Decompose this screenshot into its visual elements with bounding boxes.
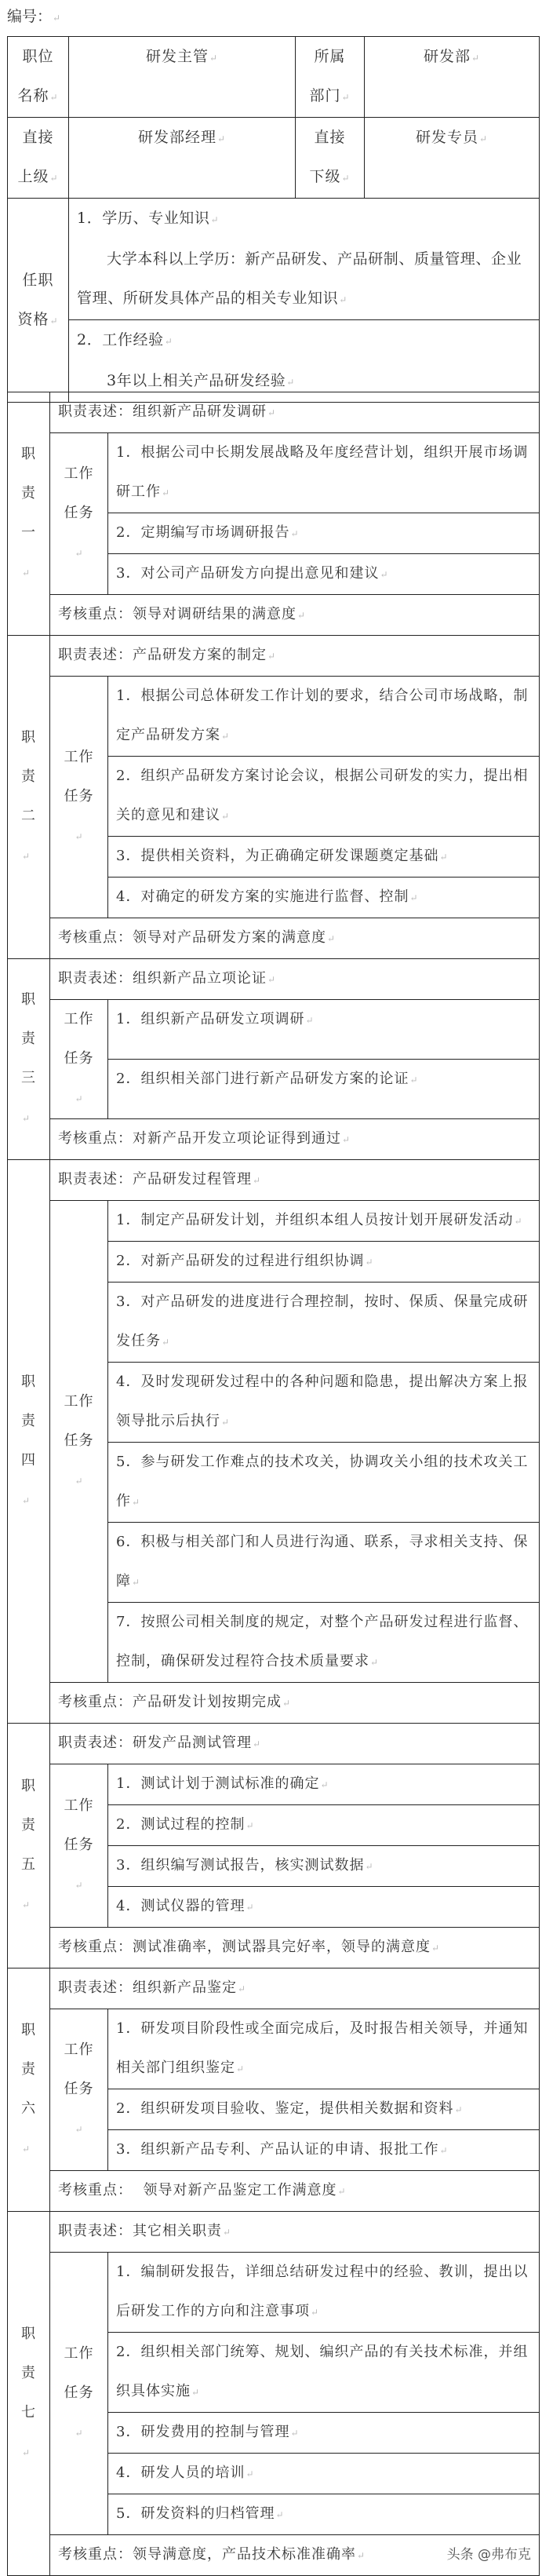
task-item-text: 2．组织相关部门进行新产品研发方案的论证 ↵ [116, 1071, 419, 1087]
task-item [108, 513, 540, 554]
duty-section-label-cell [8, 392, 50, 636]
duty-description-text: 职责表述：研发产品测试管理 ↵ [58, 1735, 261, 1751]
task-label: 工作任务 ↵ [60, 1786, 97, 1905]
task-row [8, 2253, 540, 2333]
assessment-focus-text: 考核重点：领导对调研结果的满意度 ↵ [58, 606, 306, 622]
task-item-text: 3．研发费用的控制与管理 ↵ [116, 2424, 300, 2440]
duty-description-text: 职责表述：组织新产品研发调研 ↵ [58, 403, 276, 420]
task-item [108, 1846, 540, 1887]
assessment-focus-text: 考核重点：领导满意度，产品技术标准准确率 ↵ [58, 2546, 366, 2563]
duty-description-text: 职责表述：产品研发方案的制定 ↵ [58, 647, 276, 663]
task-item [108, 2089, 540, 2130]
duty-section-row [8, 392, 540, 433]
task-item [108, 1887, 540, 1928]
reporting-row [8, 118, 540, 199]
task-item-text: 3．组织编写测试报告，核实测试数据 ↵ [116, 1857, 374, 1874]
task-item [108, 2454, 540, 2494]
task-row [8, 1000, 540, 1060]
assessment-row [8, 1928, 540, 1968]
duty-section-row [8, 2212, 540, 2253]
task-row [8, 1764, 540, 1805]
task-item-text: 1．研发项目阶段性或全面完成后，及时报告相关领导，并通知相关部门组织鉴定 ↵ [116, 2020, 528, 2076]
task-label: 工作任务 ↵ [60, 2334, 97, 2453]
task-item-text: 4．对确定的研发方案的实施进行监督、控制 ↵ [116, 888, 419, 905]
qualification-label: 任职资格 ↵ [15, 261, 61, 341]
task-item-text: 1．编制研发报告，详细总结研发过程中的经验、教训，提出以后研发工作的方向和注意事项 ↵ [116, 2264, 528, 2319]
task-item-text: 3．对公司产品研发方向提出意见和建议 ↵ [116, 565, 389, 582]
task-item-text: 2．组织产品研发方案讨论会议，根据公司研发的实力，提出相关的意见和建议 ↵ [116, 768, 528, 823]
duty-section-label-cell [8, 2212, 50, 2576]
duty-section-label: 职责四 ↵ [21, 1363, 36, 1520]
task-item [108, 837, 540, 878]
task-label: 工作任务 ↵ [60, 2031, 97, 2149]
task-item [108, 757, 540, 837]
task-label: 工作任务 ↵ [60, 738, 97, 856]
task-item-text: 4．研发人员的培训 ↵ [116, 2465, 255, 2481]
task-label-cell [50, 2009, 108, 2171]
subordinate-label: 直接下级 ↵ [307, 118, 353, 198]
task-item [108, 1603, 540, 1683]
superior-value: 研发部经理 ↵ [138, 129, 226, 146]
task-row [8, 2009, 540, 2089]
assessment-row [8, 2171, 540, 2212]
task-item-text: 6．积极与相关部门和人员进行沟通、联系，寻求相关支持、保障 ↵ [116, 1534, 528, 1589]
duty-description [50, 2212, 540, 2253]
assessment-focus [50, 1683, 540, 1724]
superior-label: 直接上级 ↵ [15, 118, 61, 198]
task-item [108, 677, 540, 757]
task-item [108, 554, 540, 595]
assessment-row [8, 1119, 540, 1160]
duty-description-text: 职责表述：其它相关职责 ↵ [58, 2223, 231, 2239]
task-item [108, 433, 540, 513]
duty-section-label-cell [8, 636, 50, 959]
task-item-text: 2．组织相关部门统筹、规划、编织产品的有关技术标准，并组织具体实施 ↵ [116, 2344, 528, 2399]
task-item [108, 1060, 540, 1119]
task-item-text: 4．及时发现研发过程中的各种问题和隐患，提出解决方案上报领导批示后执行 ↵ [116, 1374, 528, 1429]
task-item [108, 1283, 540, 1363]
assessment-row [8, 2535, 540, 2576]
task-item-text: 2．对新产品研发的过程进行组织协调 ↵ [116, 1253, 374, 1269]
task-item-text: 2．定期编写市场调研报告 ↵ [116, 524, 300, 541]
task-item-text: 5．参与研发工作难点的技术攻关，协调攻关小组的技术攻关工作 ↵ [116, 1454, 528, 1509]
task-item [108, 2130, 540, 2171]
duty-description [50, 1968, 540, 2009]
duty-description-text: 职责表述：组织新产品立项论证 ↵ [58, 970, 276, 987]
duty-description [50, 392, 540, 433]
assessment-focus-text: 考核重点：领导对产品研发方案的满意度 ↵ [58, 929, 336, 946]
department-label: 所属部门 ↵ [307, 37, 353, 117]
job-info-table [7, 36, 540, 403]
assessment-row [8, 595, 540, 636]
task-item-text: 1．制定产品研发计划，并组织本组人员按计划开展研发活动 ↵ [116, 1212, 523, 1228]
task-label-cell [50, 1000, 108, 1119]
qualification-experience [69, 320, 540, 403]
task-item-text: 3．对产品研发的进度进行合理控制，按时、保质、保量完成研发任务 ↵ [116, 1293, 528, 1349]
assessment-focus [50, 595, 540, 636]
task-row [8, 1201, 540, 1242]
assessment-focus-text: 考核重点：测试准确率，测试器具完好率，领导的满意度 ↵ [58, 1939, 440, 1955]
task-label-cell [50, 2253, 108, 2535]
duty-description [50, 1724, 540, 1764]
task-item [108, 2253, 540, 2333]
position-value: 研发主管 ↵ [146, 48, 218, 65]
task-item [108, 1443, 540, 1523]
task-row [8, 677, 540, 757]
task-label: 工作任务 ↵ [60, 1000, 97, 1118]
duty-section-row [8, 1160, 540, 1201]
duty-description-text: 职责表述：产品研发过程管理 ↵ [58, 1171, 261, 1188]
document-number-label: 编号： ↵ [7, 6, 60, 28]
duty-section-row [8, 1724, 540, 1764]
duty-section-label-cell [8, 1724, 50, 1968]
duty-description [50, 959, 540, 1000]
qualification-row [8, 199, 540, 320]
task-label: 工作任务 ↵ [60, 454, 97, 573]
task-item [108, 1363, 540, 1443]
task-item-text: 7．按照公司相关制度的规定，对整个产品研发过程进行监督、控制，确保研发过程符合技术质量要求 ↵ [116, 1614, 528, 1669]
qualification-detail: 大学本科以上学历：新产品研发、产品研制、质量管理、企业管理、所研发具体产品的相关专业知识 ↵ [77, 239, 533, 319]
duties-table [7, 392, 540, 2576]
duty-section-label: 职责二 ↵ [21, 718, 36, 876]
watermark: 头条 @弗布克 [446, 2547, 531, 2563]
position-row [8, 37, 540, 118]
task-item [108, 1523, 540, 1603]
task-item-text: 2．组织研发项目验收、鉴定，提供相关数据和资料 ↵ [116, 2100, 464, 2117]
task-label: 工作任务 ↵ [60, 1382, 97, 1501]
task-item-text: 1．组织新产品研发立项调研 ↵ [116, 1011, 315, 1027]
task-item-text: 2．测试过程的控制 ↵ [116, 1816, 255, 1833]
task-item [108, 1000, 540, 1060]
assessment-focus [50, 1119, 540, 1160]
task-row [8, 433, 540, 513]
task-item-text: 5．研发资料的归档管理 ↵ [116, 2505, 285, 2522]
duty-section-label: 职责三 ↵ [21, 980, 36, 1138]
duty-section-row [8, 959, 540, 1000]
assessment-focus [50, 918, 540, 959]
assessment-focus [50, 1928, 540, 1968]
duty-section-label: 职责一 ↵ [21, 435, 36, 593]
task-item [108, 2009, 540, 2089]
duty-description [50, 1160, 540, 1201]
duty-section-row [8, 1968, 540, 2009]
duty-section-row [8, 636, 540, 677]
task-label-cell [50, 433, 108, 595]
duty-description-text: 职责表述：组织新产品鉴定 ↵ [58, 1979, 246, 1996]
task-item [108, 2333, 540, 2413]
task-item [108, 878, 540, 918]
assessment-focus [50, 2171, 540, 2212]
duty-description [50, 636, 540, 677]
qualification-title: 2．工作经验 ↵ [77, 320, 533, 361]
task-item-text: 1．测试计划于测试标准的确定 ↵ [116, 1775, 329, 1792]
qualification-education [69, 199, 540, 320]
assessment-focus-text: 考核重点：产品研发计划按期完成 ↵ [58, 1694, 291, 1710]
duty-section-label: 职责七 ↵ [21, 2315, 36, 2472]
qualification-title: 1．学历、专业知识 ↵ [77, 199, 533, 239]
qualification-row [8, 320, 540, 403]
task-item [108, 1201, 540, 1242]
task-item-text: 1．根据公司中长期发展战略及年度经营计划，组织开展市场调研工作 ↵ [116, 444, 528, 500]
task-item-text: 4．测试仪器的管理 ↵ [116, 1898, 255, 1914]
task-item [108, 1242, 540, 1283]
assessment-focus-text: 考核重点：对新产品开发立项论证得到通过 ↵ [58, 1130, 351, 1147]
task-item-text: 3．提供相关资料，为正确确定研发课题奠定基础 ↵ [116, 848, 449, 864]
task-item [108, 2494, 540, 2535]
task-item [108, 1764, 540, 1805]
department-value: 研发部 ↵ [424, 48, 480, 65]
assessment-focus [50, 2535, 540, 2576]
duty-section-label: 职责五 ↵ [21, 1767, 36, 1925]
task-label-cell [50, 1764, 108, 1928]
duty-section-label-cell [8, 1160, 50, 1724]
task-label-cell [50, 1201, 108, 1683]
assessment-focus-text: 考核重点： 领导对新产品鉴定工作满意度 ↵ [58, 2182, 347, 2198]
task-item-text: 1．根据公司总体研发工作计划的要求，结合公司市场战略，制定产品研发方案 ↵ [116, 688, 528, 743]
position-label: 职位名称 ↵ [15, 37, 61, 117]
task-item [108, 2413, 540, 2454]
assessment-row [8, 1683, 540, 1724]
task-label-cell [50, 677, 108, 918]
task-item-text: 3．组织新产品专利、产品认证的申请、报批工作 ↵ [116, 2141, 449, 2158]
duty-section-label-cell [8, 1968, 50, 2212]
assessment-row [8, 918, 540, 959]
duty-section-label: 职责六 ↵ [21, 2011, 36, 2169]
duty-section-label-cell [8, 959, 50, 1160]
subordinate-value: 研发专员 ↵ [416, 129, 488, 146]
task-item [108, 1805, 540, 1846]
qualification-detail: 3年以上相关产品研发经验 ↵ [77, 361, 533, 402]
